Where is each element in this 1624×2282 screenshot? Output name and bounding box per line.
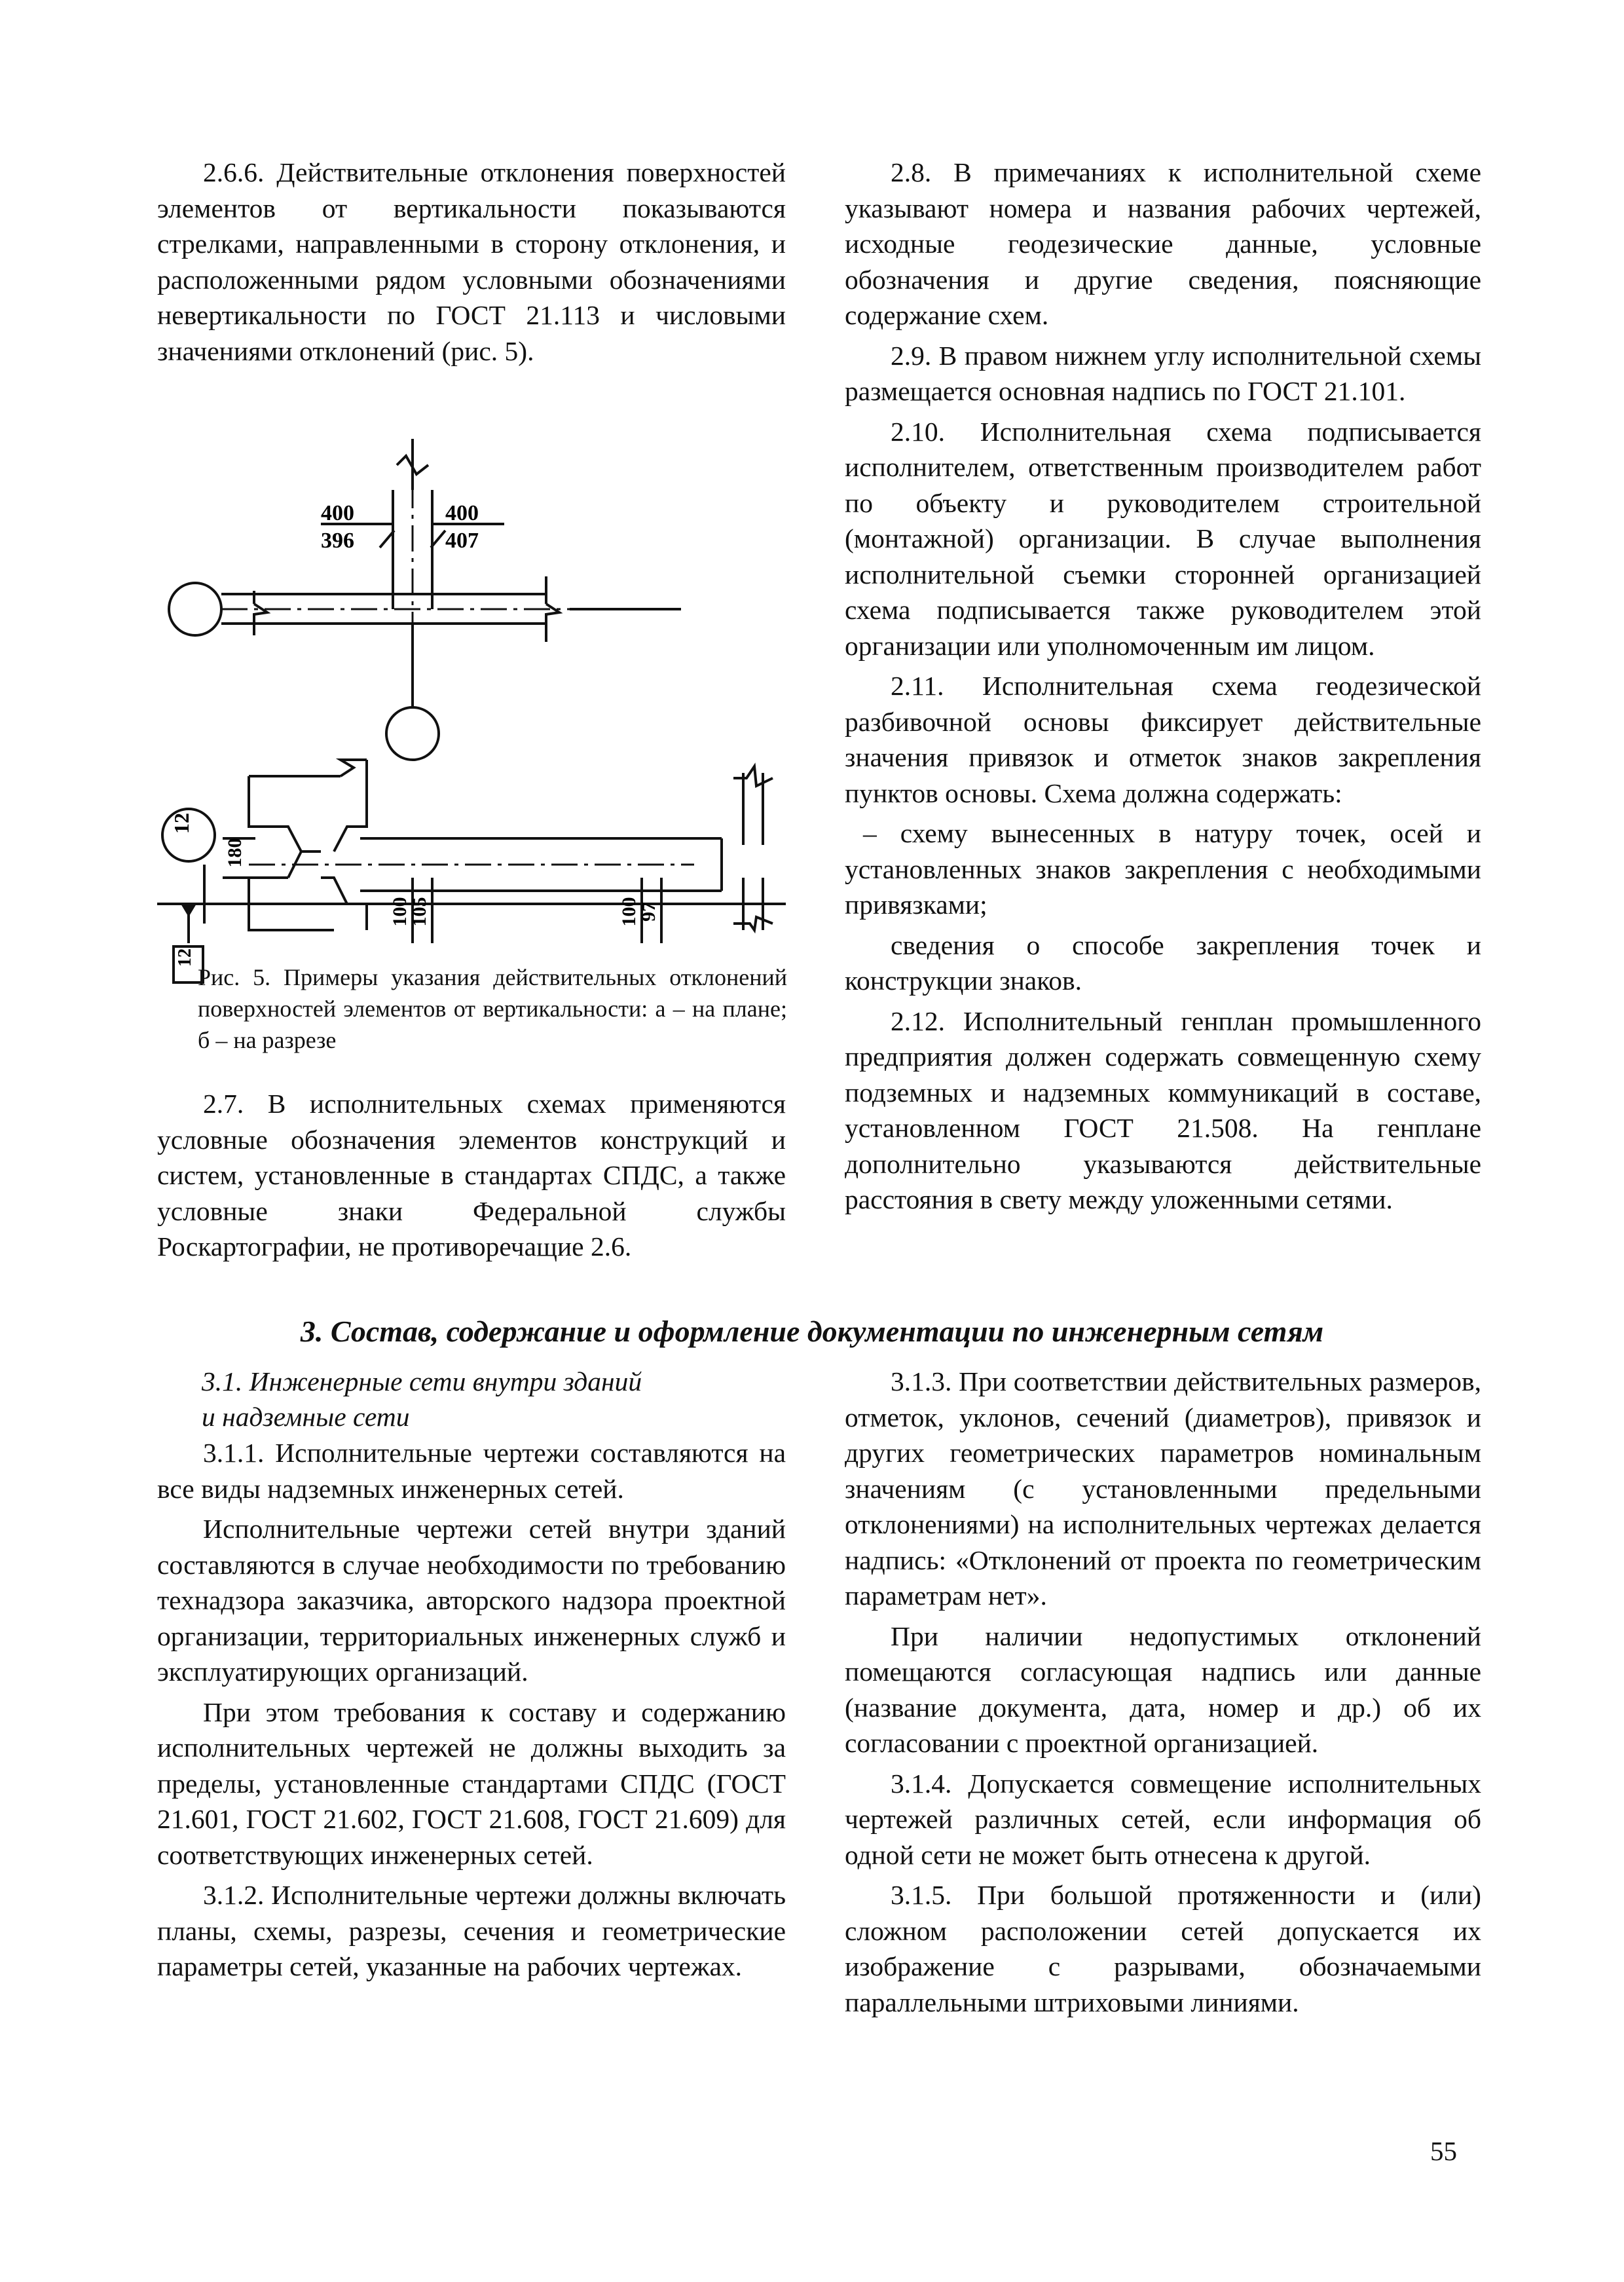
level-mark-label: 12 bbox=[175, 948, 195, 967]
axis-circle-bottom bbox=[386, 707, 439, 760]
left-column-bottom bbox=[157, 1435, 786, 1989]
paragraph-3-1-3: 3.1.3. При соответствии действительных размеров, отметок, уклонов, сечений (диаметров), привязок и других геометрических параметров номинальным значениям (с установленными предельными отклонениями) на исполнительных чертежах делается надпись: «Отклонений от проекта по геометрическим параметрам нет». bbox=[845, 1366, 1481, 1611]
paragraph-internal-networks: Исполнительные чертежи сетей внутри зданий составляются в случае необходимости по требованию технадзора заказчика, авторского надзора проектной организации, территориальных инженерных служб и эксплуатирующих организаций. bbox=[157, 1514, 786, 1687]
section-dim-label: 180 bbox=[224, 838, 246, 868]
section-dim-a1: 100 bbox=[389, 897, 411, 927]
subsection-heading bbox=[202, 1364, 642, 1434]
axis-circle-left bbox=[169, 583, 221, 635]
left-column-top bbox=[157, 155, 786, 373]
paragraph-requirements: При этом требования к составу и содержанию исполнительных чертежей не должны выходить за пределы, установленные стандартами СПДС (ГОСТ 21.601, ГОСТ 21.602, ГОСТ 21.608, ГОСТ 21.609) для соответствующих инженерных сетей. bbox=[157, 1696, 786, 1870]
page-number: 55 bbox=[1430, 2136, 1457, 2166]
paragraph-2-12: 2.12. Исполнительный генплан промышленного предприятия должен содержать совмещенную схему подземных и надземных коммуникаций в составе, установленном ГОСТ 21.508. На генплане дополнительно указываются действительные расстояния в свету между уложенными сетями. bbox=[845, 1005, 1481, 1214]
paragraph-2-10: 2.10. Исполнительная схема подписывается исполнителем, ответственным производителем работ по объекту и руководителем строительной (монтажной) организации. В случае выполнения исполнительной съемки сторонней организацией схема подписывается также руководителем этой организации или уполномоченным им лицом. bbox=[845, 416, 1481, 661]
paragraph-deviations: При наличии недопустимых отклонений помещаются согласующая надпись или данные (название документа, дата, номер и др.) об их согласовании с проектной организацией. bbox=[845, 1620, 1481, 1758]
paragraph-2-9: 2.9. В правом нижнем углу исполнительной схемы размещается основная надпись по ГОСТ 21.101. bbox=[845, 340, 1481, 406]
paragraph-2-7: 2.7. В исполнительных схемах применяются условные обозначения элементов конструкций и систем, установленные в стандартах СПДС, а также условные знаки Федеральной службы Роскартографии, не противоречащие 2.6. bbox=[157, 1089, 786, 1262]
paragraph-2-6-6: 2.6.6. Действительные отклонения поверхностей элементов от вертикальности показываются стрелками, направленными в сторону отклонения, и расположенными рядом условными обозначениями невертикальности по ГОСТ 21.113 и числовыми значениями отклонений (рис. 5). bbox=[157, 157, 786, 366]
right-column-top bbox=[845, 155, 1481, 1222]
subsection-heading-line2: и надземные сети bbox=[202, 1402, 410, 1432]
figure-5-drawing bbox=[157, 419, 786, 967]
paragraph-2-8: 2.8. В примечаниях к исполнительной схеме указывают номера и названия рабочих чертежей, исходные геодезические данные, условные обозначения и другие сведения, поясняющие содержание схем. bbox=[845, 157, 1481, 330]
figure-5-caption: Рис. 5. Примеры указания действительных отклонений поверхностей элементов от вертикальности: а – на плане; б – на разрезе bbox=[198, 964, 787, 1053]
section-dim-b1: 100 bbox=[618, 897, 640, 927]
plan-dim-left-bottom: 396 bbox=[321, 529, 354, 553]
subsection-heading-line1: 3.1. Инженерные сети внутри зданий bbox=[202, 1366, 642, 1396]
paragraph-2-11: 2.11. Исполнительная схема геодезической разбивочной основы фиксирует действительные значения привязок и отметок знаков закрепления пунктов основы. Схема должна содержать: bbox=[845, 671, 1481, 808]
section-heading: 3. Состав, содержание и оформление документации по инженерным сетям bbox=[300, 1315, 1324, 1348]
figure-5 bbox=[157, 419, 786, 967]
section-dim-b2: 97 bbox=[638, 902, 659, 922]
plan-dim-right-top: 400 bbox=[445, 501, 479, 525]
paragraph-3-1-4: 3.1.4. Допускается совмещение исполнительных чертежей различных сетей, если информация об одной сети не может быть отнесена к другой. bbox=[845, 1768, 1481, 1870]
section-mark-label: 12 bbox=[170, 813, 193, 834]
left-column-mid bbox=[157, 1086, 786, 1269]
paragraph-3-1-2: 3.1.2. Исполнительные чертежи должны включать планы, схемы, разрезы, сечения и геометрические параметры сетей, указанные на рабочих чертежах. bbox=[157, 1880, 786, 1981]
plan-dim-left-top: 400 bbox=[321, 501, 354, 525]
list-item-scheme: – схему вынесенных в натуру точек, осей и установленных знаков закрепления с необходимыми привязками; bbox=[845, 818, 1481, 920]
right-column-bottom bbox=[845, 1364, 1481, 2025]
section-dim-a2: 105 bbox=[409, 897, 430, 927]
plan-dim-right-bottom: 407 bbox=[445, 529, 479, 553]
paragraph-3-1-5: 3.1.5. При большой протяженности и (или) сложном расположении сетей допускается их изображение с разрывами, обозначаемыми параллельными штриховыми линиями. bbox=[845, 1880, 1481, 2017]
paragraph-3-1-1: 3.1.1. Исполнительные чертежи составляются на все виды надземных инженерных сетей. bbox=[157, 1438, 786, 1504]
list-item-info: сведения о способе закрепления точек и конструкции знаков. bbox=[845, 929, 1481, 996]
